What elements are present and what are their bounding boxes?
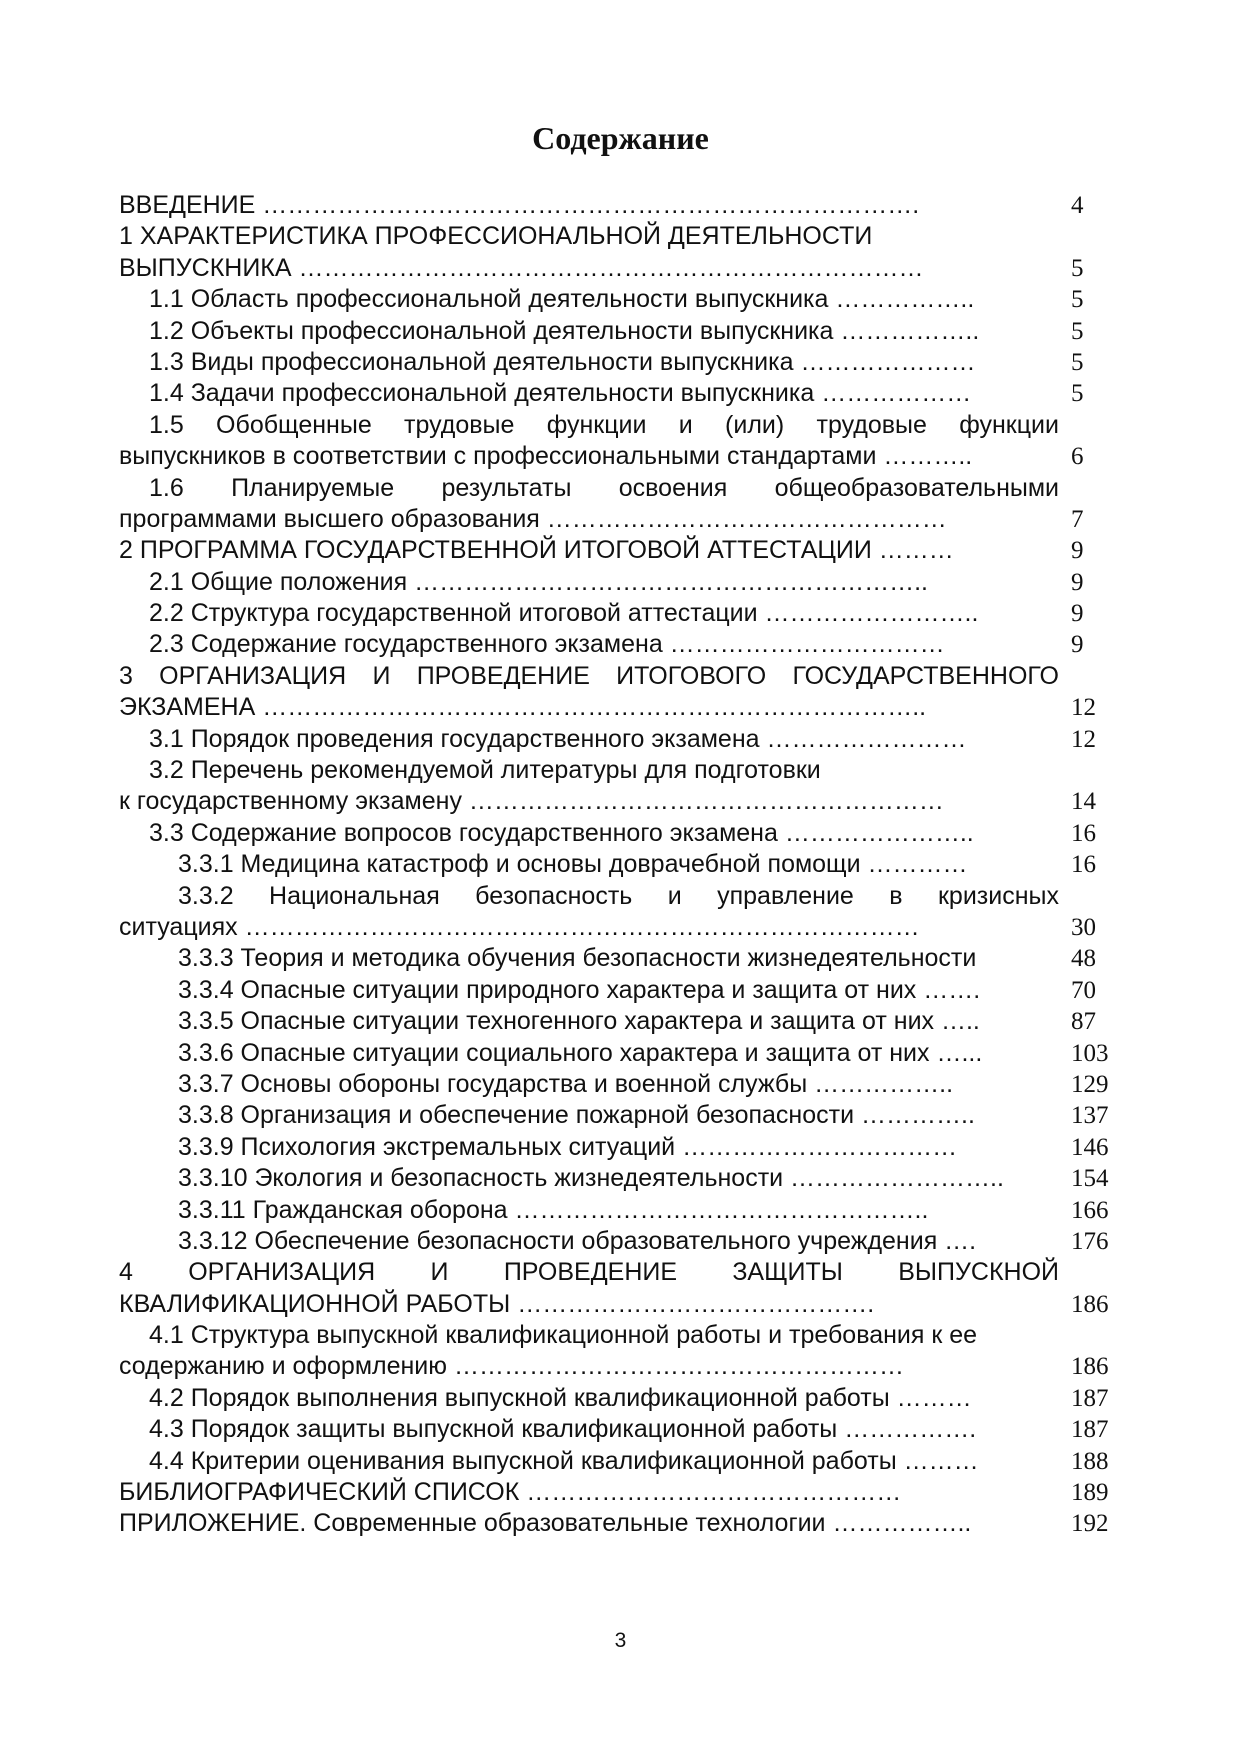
toc-entry-page: 166 bbox=[1071, 1196, 1109, 1224]
toc-entry-page: 188 bbox=[1071, 1447, 1109, 1475]
toc-entry bbox=[119, 221, 1131, 252]
toc-entry-text: БИБЛИОГРАФИЧЕСКИЙ СПИСОК ……………………………………… bbox=[119, 1478, 902, 1507]
toc-entry bbox=[119, 1100, 1131, 1131]
toc-entry-page: 7 bbox=[1071, 505, 1084, 533]
toc-entry bbox=[119, 1195, 1131, 1226]
toc-entry-page: 9 bbox=[1071, 537, 1084, 565]
toc-entry-page: 137 bbox=[1071, 1102, 1109, 1130]
toc-entry-text: 3.3.8 Организация и обеспечение пожарной безопасности ………….. bbox=[178, 1101, 975, 1130]
toc-entry-page: 187 bbox=[1071, 1384, 1109, 1412]
toc-entry-text: выпускников в соответствии с профессиональными стандартами ……….. bbox=[119, 442, 973, 471]
toc-entry bbox=[119, 786, 1131, 817]
toc-entry-text: ПРИЛОЖЕНИЕ. Современные образовательные технологии …………….. bbox=[119, 1509, 972, 1538]
toc-entry bbox=[119, 818, 1131, 849]
toc-entry-page: 16 bbox=[1071, 819, 1096, 847]
toc-entry bbox=[119, 441, 1131, 472]
toc-entry bbox=[119, 1477, 1131, 1508]
toc-entry-page: 192 bbox=[1071, 1510, 1109, 1538]
toc-entry bbox=[119, 1289, 1131, 1320]
toc-entry bbox=[119, 1006, 1131, 1037]
toc-entry-text: 1.6 Планируемые результаты освоения общеобразовательными bbox=[149, 473, 1059, 502]
toc-entry-page: 12 bbox=[1071, 725, 1096, 753]
toc-entry bbox=[119, 881, 1131, 912]
toc-entry-text: 3.3.6 Опасные ситуации социального характера и защита от них …... bbox=[178, 1038, 983, 1067]
toc-entry-page: 5 bbox=[1071, 254, 1084, 282]
table-of-contents bbox=[119, 190, 1131, 1540]
toc-entry-text: 3.3.9 Психология экстремальных ситуаций …………………………… bbox=[178, 1132, 958, 1161]
toc-entry-text: КВАЛИФИКАЦИОННОЙ РАБОТЫ ……………………………………. bbox=[119, 1289, 875, 1318]
toc-entry-text: 3 ОРГАНИЗАЦИЯ И ПРОВЕДЕНИЕ ИТОГОВОГО ГОСУДАРСТВЕННОГО bbox=[119, 661, 1059, 690]
toc-entry-text: 4.4 Критерии оценивания выпускной квалификационной работы ……… bbox=[149, 1446, 979, 1475]
toc-entry-text: ЭКЗАМЕНА …………………………………………………………………….. bbox=[119, 693, 927, 722]
toc-entry bbox=[119, 724, 1131, 755]
toc-entry bbox=[119, 755, 1131, 786]
toc-entry-text: ВЫПУСКНИКА ………………………………………………………………… bbox=[119, 253, 924, 282]
toc-entry bbox=[119, 1383, 1131, 1414]
toc-entry-page: 186 bbox=[1071, 1353, 1109, 1381]
toc-entry bbox=[119, 975, 1131, 1006]
toc-entry-page: 9 bbox=[1071, 600, 1084, 628]
toc-entry bbox=[119, 347, 1131, 378]
toc-entry-text: 1.4 Задачи профессиональной деятельности выпускника ……………… bbox=[149, 379, 972, 408]
toc-entry bbox=[119, 190, 1131, 221]
toc-entry-text: 4.1 Структура выпускной квалификационной работы и требования к ее bbox=[149, 1321, 978, 1350]
toc-entry bbox=[119, 1038, 1131, 1069]
toc-entry-page: 146 bbox=[1071, 1133, 1109, 1161]
toc-entry-page: 30 bbox=[1071, 913, 1096, 941]
page-title: Содержание bbox=[532, 120, 709, 156]
toc-entry-page: 189 bbox=[1071, 1479, 1109, 1507]
toc-entry-page: 176 bbox=[1071, 1227, 1109, 1255]
toc-entry bbox=[119, 1226, 1131, 1257]
toc-entry bbox=[119, 535, 1131, 566]
toc-entry-text: 2.1 Общие положения …………………………………………………….. bbox=[149, 567, 929, 596]
toc-entry-text: 3.3.10 Экология и безопасность жизнедеятельности …………………….. bbox=[178, 1164, 1004, 1193]
toc-entry-page: 103 bbox=[1071, 1039, 1109, 1067]
toc-entry-text: 2 ПРОГРАММА ГОСУДАРСТВЕННОЙ ИТОГОВОЙ АТТЕСТАЦИИ ……… bbox=[119, 536, 954, 565]
toc-entry bbox=[119, 567, 1131, 598]
toc-entry bbox=[119, 661, 1131, 692]
toc-entry bbox=[119, 1414, 1131, 1445]
toc-entry bbox=[119, 1163, 1131, 1194]
toc-entry bbox=[119, 849, 1131, 880]
toc-entry-text: к государственному экзамену ………………………………………………… bbox=[119, 787, 944, 816]
toc-entry-text: 3.3.11 Гражданская оборона ………………………………………….. bbox=[178, 1195, 929, 1224]
toc-entry-text: 1.1 Область профессиональной деятельности выпускника …………….. bbox=[149, 285, 975, 314]
toc-entry bbox=[119, 598, 1131, 629]
toc-entry-page: 5 bbox=[1071, 348, 1084, 376]
toc-entry-text: 1.5 Обобщенные трудовые функции и (или) трудовые функции bbox=[149, 410, 1059, 439]
toc-entry-text: 3.3.5 Опасные ситуации техногенного характера и защита от них ….. bbox=[178, 1007, 980, 1036]
toc-entry-page: 9 bbox=[1071, 631, 1084, 659]
toc-entry-page: 9 bbox=[1071, 568, 1084, 596]
toc-entry-text: 3.3 Содержание вопросов государственного экзамена ………………….. bbox=[149, 818, 974, 847]
toc-entry-text: содержанию и оформлению ……………………………………………… bbox=[119, 1352, 904, 1381]
toc-entry bbox=[119, 1132, 1131, 1163]
toc-entry-page: 4 bbox=[1071, 192, 1084, 219]
toc-entry bbox=[119, 253, 1131, 284]
toc-entry bbox=[119, 410, 1131, 441]
toc-entry-text: 3.3.4 Опасные ситуации природного характера и защита от них ……. bbox=[178, 975, 981, 1004]
toc-entry bbox=[119, 504, 1131, 535]
page-number: 3 bbox=[614, 1629, 627, 1652]
toc-entry bbox=[119, 692, 1131, 723]
toc-entry-text: ВВЕДЕНИЕ ……………………………………………………………………. bbox=[119, 191, 920, 219]
toc-entry-text: 1.3 Виды профессиональной деятельности выпускника ………………… bbox=[149, 347, 976, 376]
toc-entry-page: 154 bbox=[1071, 1165, 1109, 1193]
toc-entry bbox=[119, 943, 1131, 974]
toc-entry-text: ситуациях ……………………………………………………………………… bbox=[119, 912, 920, 941]
toc-entry-page: 186 bbox=[1071, 1290, 1109, 1318]
toc-entry-text: 4 ОРГАНИЗАЦИЯ И ПРОВЕДЕНИЕ ЗАЩИТЫ ВЫПУСКНОЙ bbox=[119, 1258, 1059, 1287]
toc-entry-text: 1.2 Объекты профессиональной деятельности выпускника …………….. bbox=[149, 316, 980, 345]
toc-entry-page: 5 bbox=[1071, 286, 1084, 314]
toc-entry bbox=[119, 473, 1131, 504]
toc-entry-text: программами высшего образования ………………………………………… bbox=[119, 504, 947, 533]
toc-entry-text: 3.3.3 Теория и методика обучения безопасности жизнедеятельности bbox=[178, 944, 977, 973]
toc-entry bbox=[119, 912, 1131, 943]
toc-entry-text: 4.2 Порядок выполнения выпускной квалификационной работы ……… bbox=[149, 1383, 972, 1412]
toc-entry-page: 12 bbox=[1071, 694, 1096, 722]
toc-entry-page: 5 bbox=[1071, 380, 1084, 408]
toc-entry-text: 3.2 Перечень рекомендуемой литературы для подготовки bbox=[149, 756, 821, 785]
toc-entry-text: 3.1 Порядок проведения государственного экзамена …………………… bbox=[149, 724, 967, 753]
toc-entry-page: 87 bbox=[1071, 1008, 1096, 1036]
toc-entry-text: 3.3.12 Обеспечение безопасности образовательного учреждения …. bbox=[178, 1226, 977, 1255]
toc-entry bbox=[119, 1446, 1131, 1477]
toc-entry bbox=[119, 378, 1131, 409]
toc-entry-page: 16 bbox=[1071, 851, 1096, 879]
toc-entry bbox=[119, 316, 1131, 347]
toc-entry-text: 3.3.7 Основы обороны государства и военной службы …………….. bbox=[178, 1069, 954, 1098]
toc-entry-page: 14 bbox=[1071, 788, 1096, 816]
toc-entry-page: 70 bbox=[1071, 976, 1096, 1004]
toc-entry bbox=[119, 1508, 1131, 1539]
toc-entry-page: 6 bbox=[1071, 443, 1084, 471]
toc-entry bbox=[119, 1351, 1131, 1382]
toc-entry bbox=[119, 1320, 1131, 1351]
toc-entry bbox=[119, 284, 1131, 315]
toc-entry-page: 129 bbox=[1071, 1070, 1109, 1098]
toc-entry bbox=[119, 1069, 1131, 1100]
toc-entry-text: 2.2 Структура государственной итоговой аттестации …………………….. bbox=[149, 599, 979, 628]
toc-entry-text: 1 ХАРАКТЕРИСТИКА ПРОФЕССИОНАЛЬНОЙ ДЕЯТЕЛЬНОСТИ bbox=[119, 222, 873, 251]
toc-entry-text: 2.3 Содержание государственного экзамена …………………………… bbox=[149, 630, 945, 659]
toc-entry-page: 187 bbox=[1071, 1416, 1109, 1444]
toc-entry-text: 3.3.2 Национальная безопасность и управление в кризисных bbox=[178, 881, 1059, 910]
toc-entry-text: 4.3 Порядок защиты выпускной квалификационной работы ……………. bbox=[149, 1415, 977, 1444]
toc-entry-text: 3.3.1 Медицина катастроф и основы доврачебной помощи ………… bbox=[178, 850, 968, 879]
toc-entry bbox=[119, 629, 1131, 660]
toc-entry-page: 5 bbox=[1071, 317, 1084, 345]
toc-entry-page: 48 bbox=[1071, 945, 1096, 973]
toc-entry bbox=[119, 1257, 1131, 1288]
